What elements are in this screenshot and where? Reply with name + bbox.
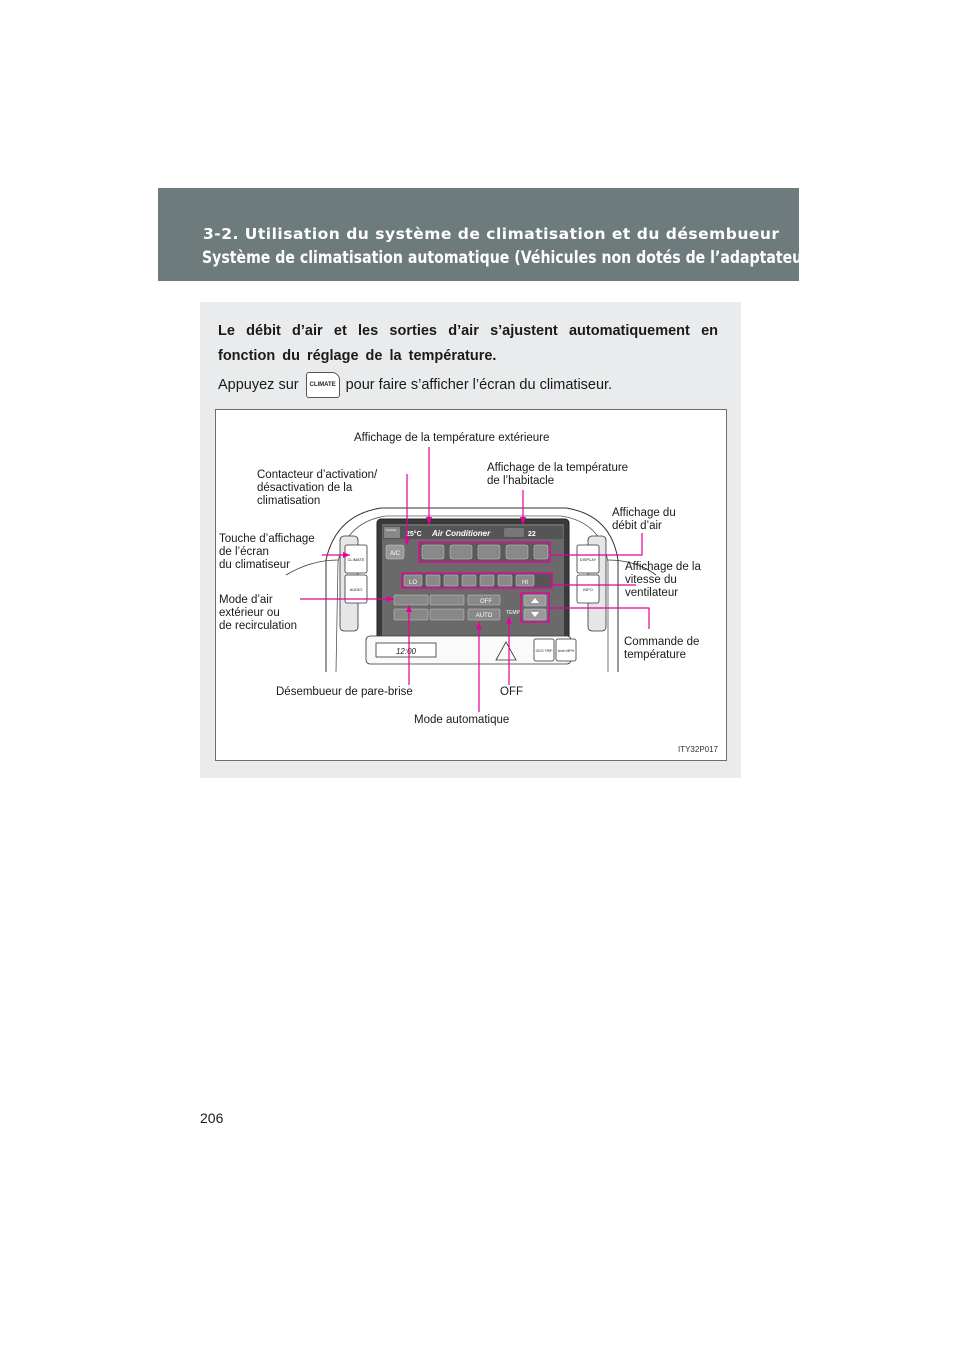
instruction-suffix: pour faire s’afficher l’écran du climatiseur.	[345, 376, 613, 393]
section-title: 3-2. Utilisation du système de climatisation et du désembueur	[203, 225, 780, 243]
off-button-label: OFF	[480, 599, 492, 605]
rear-defog-button	[430, 609, 464, 620]
label-auto-mode: Mode automatique	[414, 714, 510, 726]
label-cabin-temp	[487, 462, 628, 488]
label-air-mode	[219, 594, 297, 633]
auto-button-label: AUTO	[475, 613, 493, 619]
page-number: 206	[200, 1110, 224, 1126]
kmh-label: km/h MPH	[557, 649, 575, 653]
fan-lo: LO	[408, 580, 418, 586]
label-air-mode-line1: Mode d’air	[219, 594, 273, 606]
label-air-mode-line2: extérieur ou	[219, 607, 280, 619]
recirc-button	[430, 595, 464, 605]
label-ac-switch-line1: Contacteur d’activation/	[257, 469, 378, 481]
label-temp-control	[624, 636, 699, 662]
label-cabin-temp-line1: Affichage de la température	[487, 462, 629, 474]
header-bar	[158, 188, 854, 281]
label-ac-switch-line3: climatisation	[257, 495, 321, 507]
clock-value: 12:00	[395, 647, 417, 656]
label-ac-switch	[257, 469, 377, 508]
label-outside-temp: Affichage de la température extérieure	[354, 432, 550, 444]
label-airflow	[612, 507, 676, 533]
label-climate-screen	[219, 533, 315, 572]
label-climate-screen-line1: Touche d’affichage	[219, 533, 315, 545]
outside-label: Outside	[386, 528, 397, 532]
climate-key-icon: CLIMATE	[306, 372, 340, 398]
label-temp-control-line1: Commande de	[624, 636, 700, 648]
ac-button-label: A/C	[389, 551, 401, 557]
figure-code: ITY32P017	[677, 745, 718, 754]
odo-label: ODO TRIP	[535, 649, 553, 653]
label-fan-speed-line2: vitesse du	[625, 574, 677, 586]
label-climate-screen-line2: de l’écran	[219, 546, 269, 558]
label-temp-control-line2: température	[624, 649, 687, 661]
label-cabin-temp-line2: de l’habitacle	[487, 475, 555, 487]
instruction-line	[218, 372, 612, 398]
label-air-mode-line3: de recirculation	[219, 620, 297, 632]
temp-label: TEMP	[506, 610, 520, 616]
label-fan-speed-line1: Affichage de la	[625, 561, 701, 573]
fan-hi: HI	[522, 580, 528, 586]
fresh-air-button	[394, 595, 428, 605]
cabin-temp-value: 22	[528, 531, 536, 538]
instruction-prefix: Appuyez sur	[218, 376, 299, 393]
label-climate-screen-line3: du climatiseur	[219, 559, 290, 571]
label-off: OFF	[500, 686, 523, 698]
intro-text: Le débit d’air et les sorties d’air s’ajustent automatiquement en fonction du réglage de la température.	[218, 323, 718, 364]
label-airflow-line2: débit d’air	[612, 520, 662, 532]
label-ac-switch-line2: désactivation de la	[257, 482, 353, 494]
label-airflow-line1: Affichage du	[612, 507, 676, 519]
info-btn-label: INFO	[583, 587, 593, 592]
label-defogger: Désembueur de pare-brise	[276, 686, 413, 698]
label-fan-speed	[625, 561, 701, 600]
page-heading: Système de climatisation automatique (Véhicules non dotés de l’adaptateur AUX)	[202, 248, 854, 268]
screen-title: Air Conditioner	[432, 529, 491, 538]
audio-btn-label: AUDIO	[349, 587, 363, 592]
label-fan-speed-line3: ventilateur	[625, 587, 679, 599]
climate-btn-label: CLIMATE	[347, 557, 365, 562]
display-btn-label: DISPLAY	[579, 557, 597, 562]
outside-temp-value: 25°C	[406, 531, 422, 538]
climate-panel-figure	[215, 409, 727, 761]
content-box	[200, 302, 741, 778]
